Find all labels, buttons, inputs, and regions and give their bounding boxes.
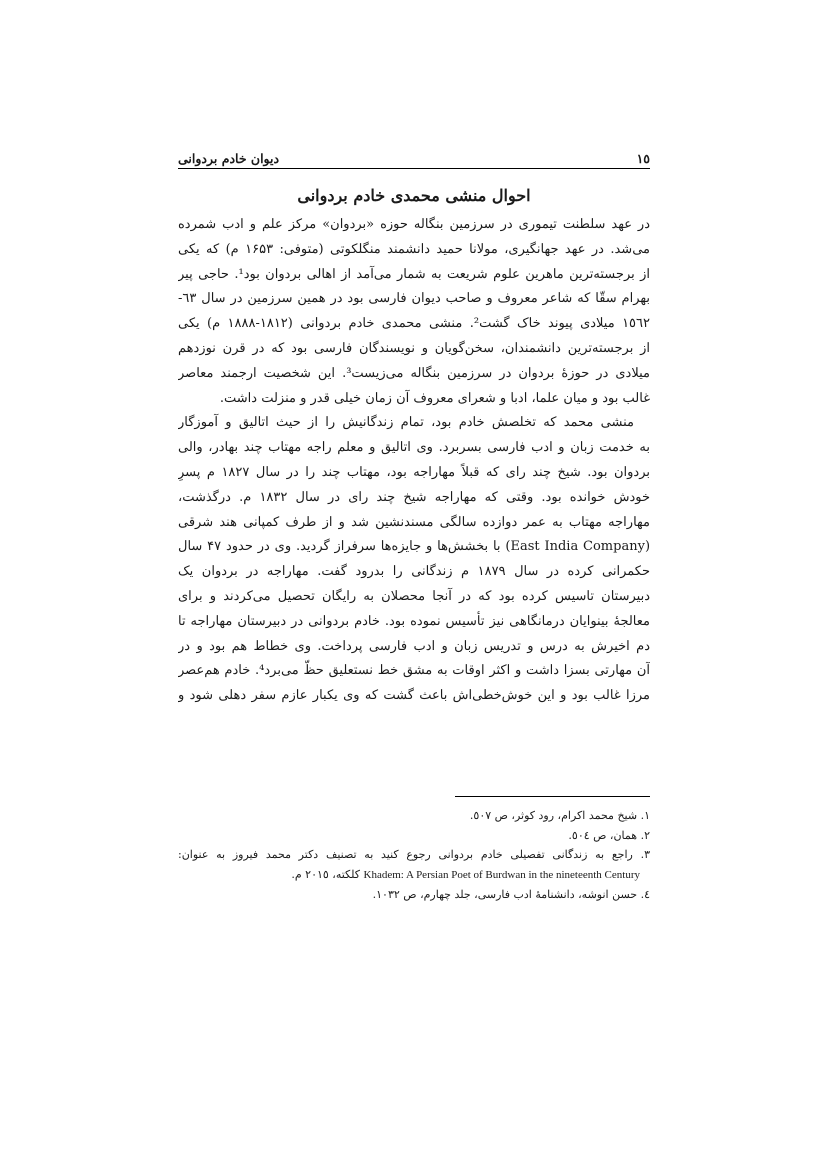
text-line: حکمرانی کرده در سال ۱۸۷۹ م زندگانی را بدرود گفت. مهاراجه در بردوان یک: [178, 564, 650, 580]
paragraph-2: [178, 411, 650, 709]
text-line: میلادی در حوزهٔ بردوان در سرزمین بنگاله می‌زیست³. این شخصیت ارجمند معاصر: [178, 365, 650, 381]
header-rule: [178, 168, 650, 169]
text-line: منشی محمد که تخلصش خادم بود، تمام زندگانیش را از حیث اتالیق و آموزگار: [178, 415, 634, 431]
text-line: در عهد سلطنت تیموری در سرزمین بنگاله حوزه «بردوان» مرکز علم و ادب شمرده: [178, 217, 650, 232]
text-line: معالجهٔ بینوایان درمانگاهی نیز تأسیس نموده بود. خادم بردوانی در دبیرستان مهاراجه تا: [178, 613, 650, 629]
text-line: غالب بود و میان علما، ادبا و شعرای معروف آن زمان خیلی قدر و منزلت داشت.: [219, 390, 650, 406]
text-line: از برجسته‌ترین ماهرین علوم شریعت به شمار می‌آمد از اهالی بردوان بود¹. حاجی پیر: [178, 266, 650, 282]
text-line: دبیرستان تاسیس کرده بود که در آنجا محصلان به رایگان تحصیل می‌کردند و برای: [178, 588, 650, 604]
text-line: مهاراجه مهتاب به عمر دوازده سالگی مسندنشین شد و از طرف کمپانی هند شرقی: [178, 514, 650, 530]
paragraph-1: [178, 213, 650, 411]
footnote-2: ٢. همان، ص ٥٠٤.: [568, 828, 650, 842]
footnote-3-continuation: [178, 865, 650, 886]
text-line: بهرام سقّا که شاعر معروف و صاحب دیوان فارسی بود در همین سرزمین در سال ٦٣-: [178, 291, 650, 307]
footnote-3: ٣. راجع به زندگانی تفصیلی خادم بردوانی رجوع کنید به تصنیف دکتر محمد فیروز به عنوان:: [178, 848, 650, 861]
text-line: دم اخیرش به درس و تدریس زبان و ادب فارسی پرداخت. وی خطاط هم بود و در: [178, 638, 650, 654]
footnote-3-english-title: Khadem: A Persian Poet of Burdwan in the nineteenth Century: [363, 868, 640, 881]
footnote-4: ٤. حسن انوشه، دانشنامهٔ ادب فارسی، جلد چهارم، ص ١٠٣٢.: [372, 888, 650, 901]
running-header: [178, 144, 650, 166]
text-line: (East India Company) با بخشش‌ها و جایزه‌ها سرفراز گردید. وی در حدود ۴۷ سال: [178, 539, 650, 555]
page-number: ١٥: [636, 151, 650, 166]
footnote-1: ١. شیخ محمد اکرام، رود کوثر، ص ٥٠٧.: [469, 809, 650, 822]
body-text: [178, 213, 650, 709]
book-page: [178, 0, 650, 1169]
text-line: ١٥٦٢ میلادی پیوند خاک گشت². منشی محمدی خادم بردوانی (١٨١٢-١٨٨٨ م) یکی: [178, 316, 650, 332]
footnote-rule: [455, 796, 650, 797]
footnote-3-place-year: کلکته، ٢٠١٥ م.: [291, 867, 361, 881]
text-line: آن مهارتی بسزا داشت و اکثر اوقات به مشق خط نستعلیق حظّ می‌برد⁴. خادم هم‌عصر: [178, 663, 650, 679]
text-line: به خدمت زبان و ادب فارسی بسربرد. وی اتالیق و معلم راجه مهتاب چند بهادر، والی: [178, 440, 650, 456]
running-title: دیوان خادم بردوانی: [178, 151, 280, 166]
text-line: از برجسته‌ترین دانشمندان، سخن‌گویان و نویسندگان فارسی بود که در قرن نوزدهم: [178, 340, 650, 356]
text-line: می‌شد. در عهد جهانگیری، مولانا حمید دانشمند منگلکوتی (متوفی: ۱۶۵۳ م) که یکی: [178, 241, 650, 257]
footnotes: [178, 806, 650, 905]
text-line: بردوان بود. شیخ چند رای که قبلاً مهاراجه بود، مهتاب چند را در سال ۱۸۲۷ م پسرِ: [178, 464, 650, 480]
text-line: مرزا غالب بود و این خوش‌خطی‌اش باعث گشت که وی یکبار عازم سفر دهلی شود و: [178, 688, 650, 704]
text-line: خودش خوانده بود. وقتی که مهاراجه شیخ چند رای در سال ۱۸۳۲ م. درگذشت،: [178, 489, 650, 505]
section-heading: احوال منشی محمدی خادم بردوانی: [297, 186, 531, 205]
